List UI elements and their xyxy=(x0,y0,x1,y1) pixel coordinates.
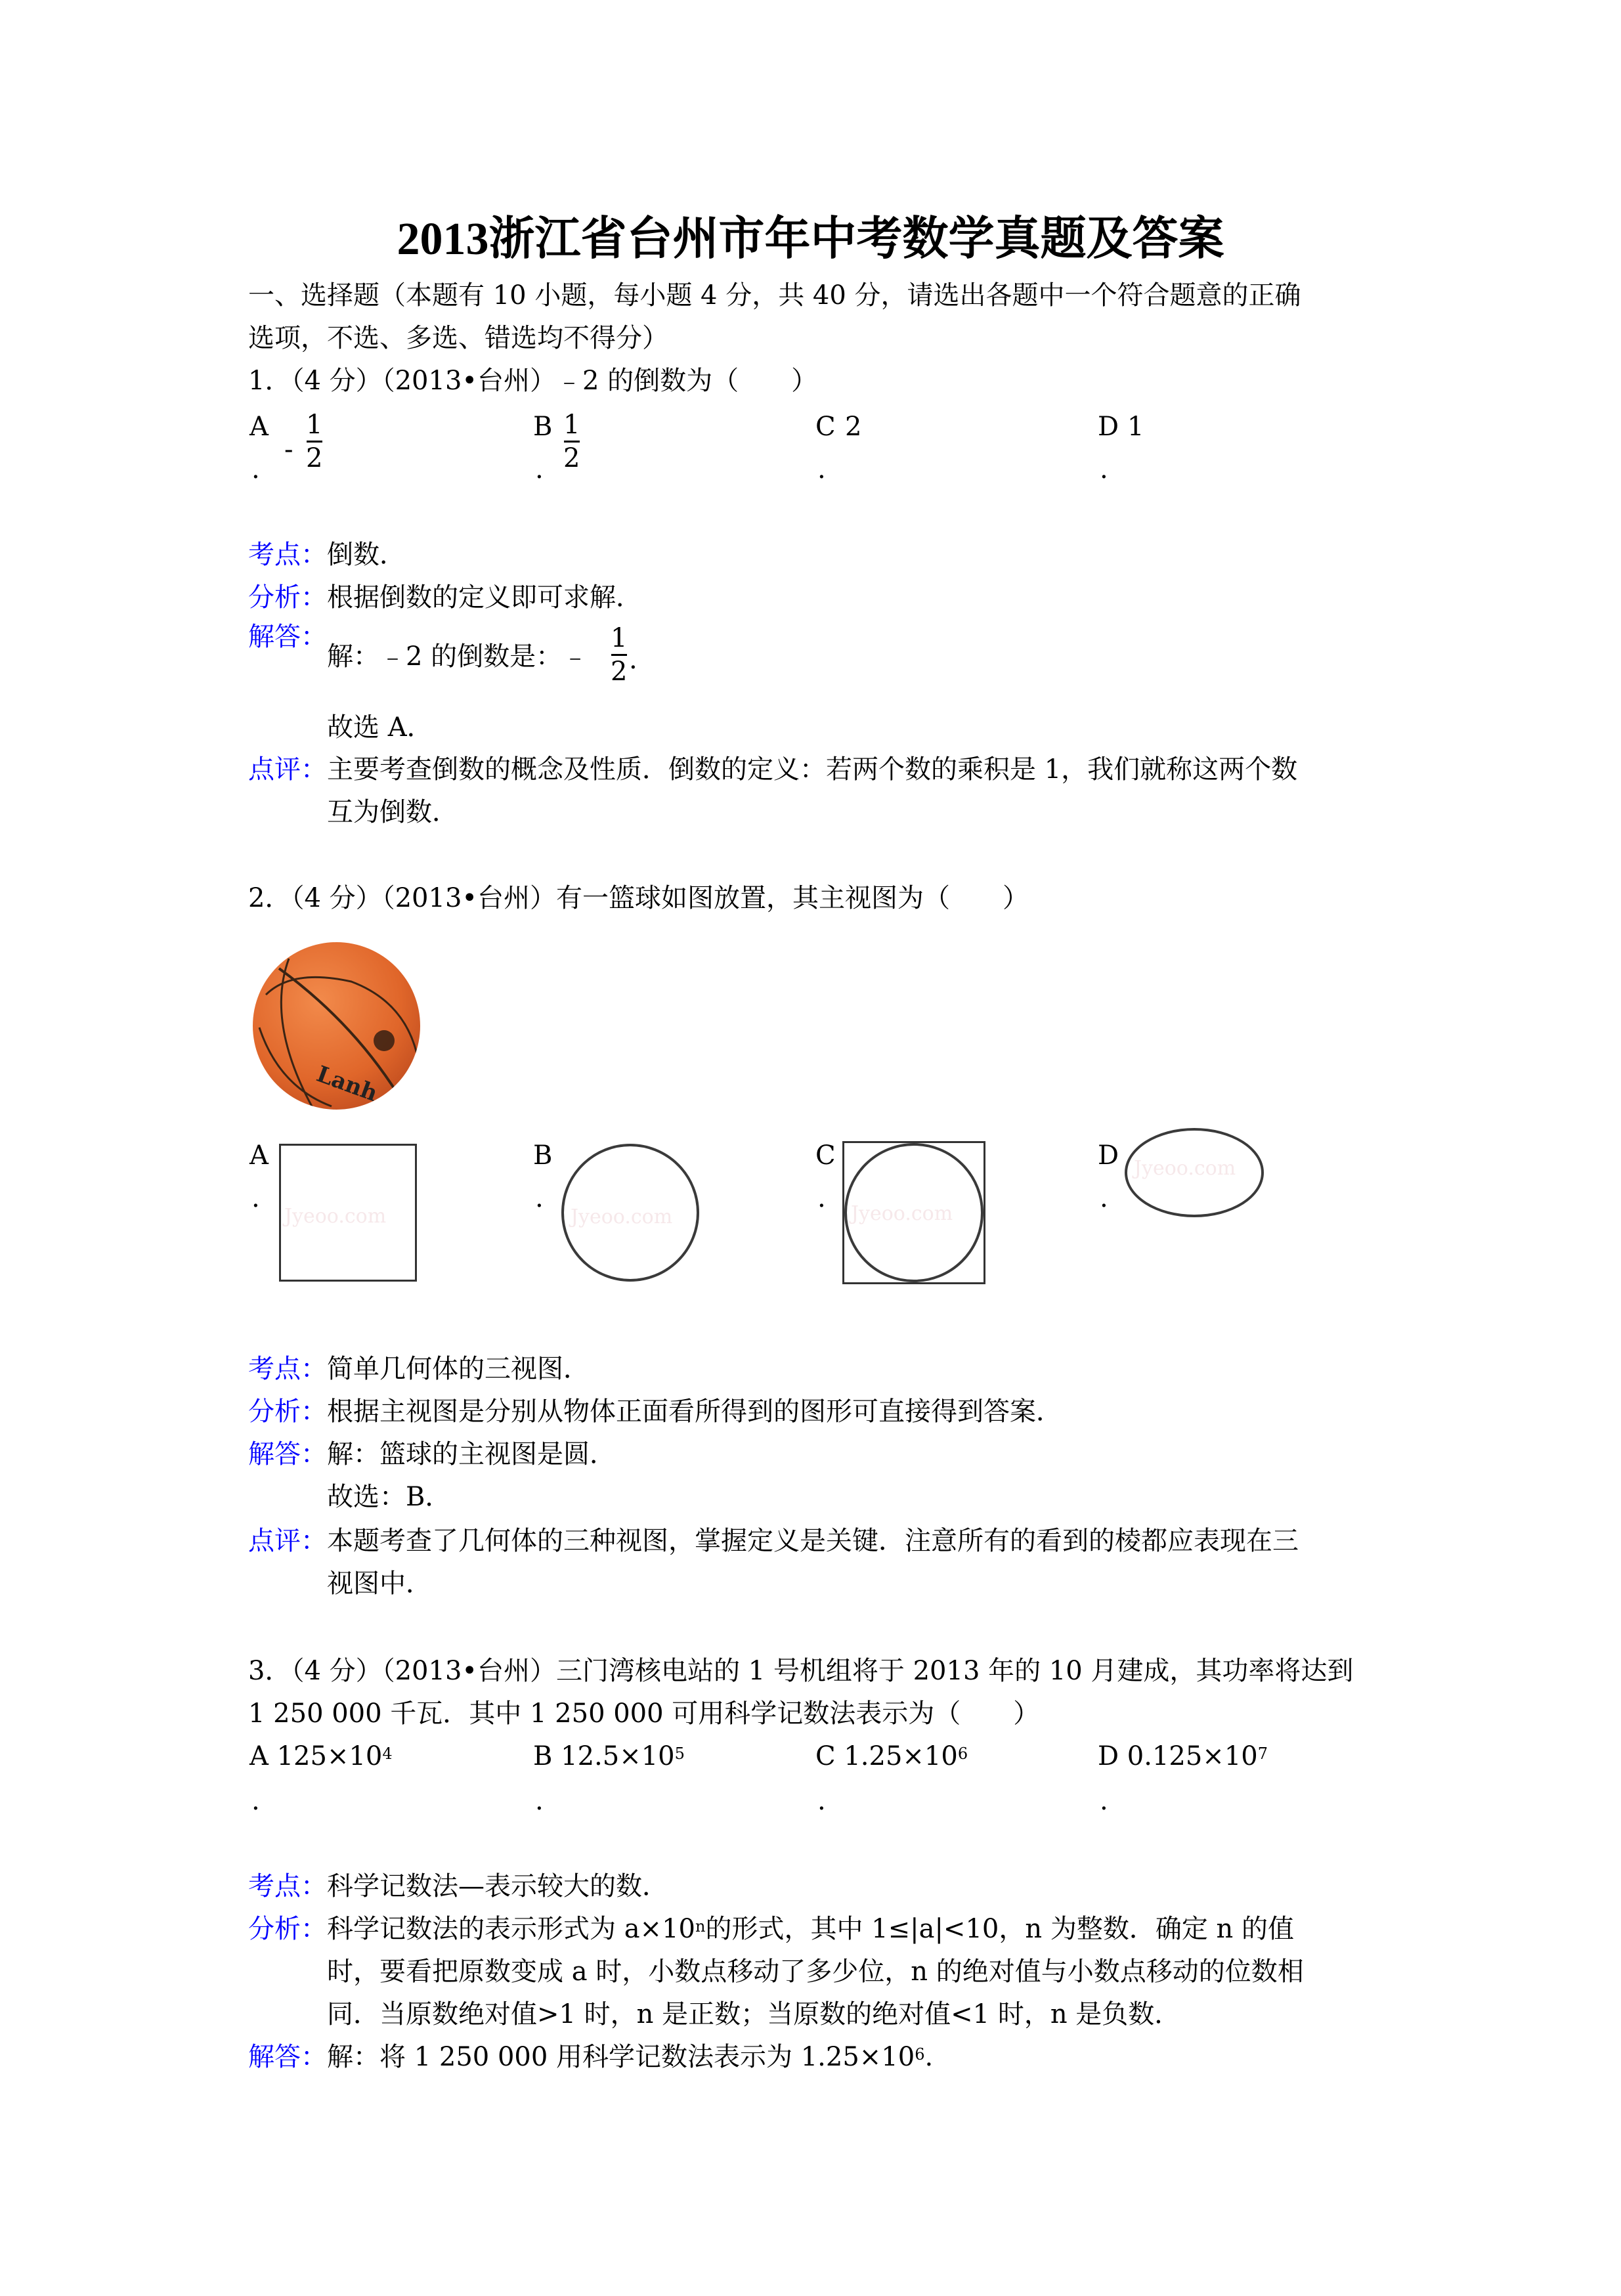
option-d-dot: . xyxy=(1100,1786,1108,1816)
option-a-fraction xyxy=(306,410,322,473)
q3-fenxi-line3: 同．当原数绝对值>1 时，n 是正数；当原数的绝对值<1 时，n 是负数． xyxy=(327,1999,1181,2029)
exponent: 6 xyxy=(915,2045,925,2064)
option-exponent: 7 xyxy=(1257,1744,1268,1763)
q1-dianping xyxy=(248,753,1297,786)
watermark: Jyeoo.com xyxy=(851,1202,953,1225)
q1-kaodian xyxy=(248,538,406,571)
option-d-value: 1 xyxy=(1127,412,1144,442)
option-c-letter: C xyxy=(815,1140,836,1171)
option-a-square-figure xyxy=(279,1144,417,1282)
basketball-lines xyxy=(253,942,420,1110)
q2-fenxi xyxy=(248,1395,1062,1428)
dianping-text: 本题考查了几何体的三种视图，掌握定义是关键．注意所有的看到的棱都应表现在三 xyxy=(327,1526,1299,1556)
jieda-text: 解：将 1 250 000 用科学记数法表示为 1.25×10 xyxy=(327,2042,915,2072)
option-value: 1.25×10 xyxy=(844,1741,958,1771)
option-b-fraction xyxy=(563,410,580,473)
option-a-dot: . xyxy=(251,1183,260,1213)
fenxi-text: 科学记数法的表示形式为 a×10 xyxy=(327,1914,695,1944)
q2-jieda xyxy=(248,1438,616,1471)
question-1-stem: 1．（4 分）（2013•台州）﹣2 的倒数为（ ） xyxy=(248,366,818,396)
q1-dianping-line2: 互为倒数． xyxy=(327,797,458,827)
q1-fenxi xyxy=(248,581,642,614)
section-header-line2: 选项，不选、多选、错选均不得分） xyxy=(248,323,668,353)
q2-kaodian xyxy=(248,1353,590,1385)
q3-fenxi-line2: 时，要看把原数变成 a 时，小数点移动了多少位，n 的绝对值与小数点移动的位数相 xyxy=(327,1957,1304,1987)
fraction-bar xyxy=(564,441,580,443)
option-value: 12.5×10 xyxy=(561,1741,675,1771)
fenxi-label: 分析： xyxy=(248,582,327,613)
option-d-letter: D xyxy=(1098,1140,1119,1171)
jieda-label: 解答： xyxy=(248,2042,327,2072)
option-a-sign: - xyxy=(284,435,293,465)
jieda-label: 解答： xyxy=(248,1439,327,1469)
option-a-dot: . xyxy=(251,1786,260,1816)
numerator: 1 xyxy=(563,410,580,440)
kaodian-label: 考点： xyxy=(248,1354,327,1384)
option-b-circle-figure xyxy=(561,1144,699,1282)
q1-jieda-period: . xyxy=(629,645,638,675)
watermark: Jyeoo.com xyxy=(1134,1157,1236,1180)
q2-jieda-line2: 故选：B． xyxy=(327,1482,452,1512)
option-c-value: 2 xyxy=(845,412,862,442)
option-d-ellipse-figure xyxy=(1125,1128,1264,1217)
q1-jieda-label: 解答： xyxy=(248,622,327,652)
option-c xyxy=(815,1740,968,1773)
kaodian-text: 科学记数法—表示较大的数． xyxy=(327,1871,668,1901)
basketball-image xyxy=(253,942,420,1110)
page-title: 2013浙江省台州市年中考数学真题及答案 xyxy=(397,214,1224,265)
option-exponent: 6 xyxy=(957,1744,968,1763)
q3-jieda xyxy=(248,2041,933,2073)
jieda-text: 解：篮球的主视图是圆． xyxy=(327,1439,616,1469)
option-b-dot: . xyxy=(535,454,544,485)
fenxi-text-cont: 的形式，其中 1≤|a|<10，n 为整数．确定 n 的值 xyxy=(705,1914,1295,1944)
denominator: 2 xyxy=(563,443,580,473)
q1-jieda-fraction xyxy=(611,624,627,686)
exponent: n xyxy=(695,1917,706,1936)
option-b-letter: B xyxy=(533,1140,553,1171)
option-a xyxy=(249,1740,393,1773)
denominator: 2 xyxy=(611,657,628,687)
option-b xyxy=(533,1740,685,1773)
dianping-text: 主要考查倒数的概念及性质．倒数的定义：若两个数的乘积是 1，我们就称这两个数 xyxy=(327,754,1298,785)
q2-dianping xyxy=(248,1525,1299,1557)
question-2-stem: 2．（4 分）（2013•台州）有一篮球如图放置，其主视图为（ ） xyxy=(248,883,1029,913)
fraction-bar xyxy=(307,441,322,443)
fenxi-text: 根据倒数的定义即可求解． xyxy=(327,582,642,613)
question-3-stem-line1: 3．（4 分）（2013•台州）三门湾核电站的 1 号机组将于 2013 年的 10 月建成，其功率将达到 xyxy=(248,1656,1354,1686)
option-a-letter: A xyxy=(249,1140,269,1171)
option-letter: D xyxy=(1098,1741,1119,1771)
kaodian-text: 简单几何体的三视图． xyxy=(327,1354,590,1384)
option-a-dot: . xyxy=(251,454,260,485)
q1-jieda-line1: 解：﹣2 的倒数是：﹣ xyxy=(327,641,589,672)
watermark: Jyeoo.com xyxy=(571,1205,673,1228)
kaodian-label: 考点： xyxy=(248,540,327,570)
option-letter: B xyxy=(533,1741,553,1771)
q1-jieda-line2: 故选 A． xyxy=(327,712,433,743)
option-letter: C xyxy=(815,1741,836,1771)
option-value: 125×10 xyxy=(276,1741,383,1771)
option-letter: A xyxy=(249,1741,269,1771)
option-b-dot: . xyxy=(535,1183,544,1213)
option-exponent: 5 xyxy=(674,1744,685,1763)
option-b-dot: . xyxy=(535,1786,544,1816)
fenxi-label: 分析： xyxy=(248,1914,327,1944)
dianping-label: 点评： xyxy=(248,754,327,785)
q2-dianping-line2: 视图中． xyxy=(327,1569,432,1599)
kaodian-text: 倒数． xyxy=(327,540,406,570)
svg-text:Lanh: Lanh xyxy=(313,1060,381,1108)
option-d-dot: . xyxy=(1100,1183,1108,1213)
option-c-dot: . xyxy=(817,1183,826,1213)
option-d-letter: D xyxy=(1098,412,1119,442)
watermark: Jyeoo.com xyxy=(284,1205,387,1228)
fenxi-label: 分析： xyxy=(248,1397,327,1427)
numerator: 1 xyxy=(306,410,323,440)
option-b-letter: B xyxy=(533,412,553,442)
numerator: 1 xyxy=(611,623,628,653)
option-c-dot: . xyxy=(817,1786,826,1816)
option-d xyxy=(1098,1740,1268,1773)
question-3-stem-line2: 1 250 000 千瓦．其中 1 250 000 可用科学记数法表示为（ ） xyxy=(248,1699,1040,1729)
q3-kaodian xyxy=(248,1870,668,1903)
option-c-dot: . xyxy=(817,454,826,485)
option-a-letter: A xyxy=(249,412,269,442)
dianping-label: 点评： xyxy=(248,1526,327,1556)
option-exponent: 4 xyxy=(382,1744,393,1763)
q3-fenxi xyxy=(248,1913,1294,1945)
fraction-bar xyxy=(611,654,627,656)
option-d-dot: . xyxy=(1100,454,1108,485)
option-value: 0.125×10 xyxy=(1127,1741,1258,1771)
option-c-letter: C xyxy=(815,412,836,442)
jieda-period: . xyxy=(924,2042,934,2072)
option-c-square-figure xyxy=(842,1141,985,1284)
fenxi-text: 根据主视图是分别从物体正面看所得到的图形可直接得到答案． xyxy=(327,1397,1062,1427)
section-header-line1: 一、选择题（本题有 10 小题，每小题 4 分，共 40 分，请选出各题中一个符合题意的正确 xyxy=(248,280,1301,311)
denominator: 2 xyxy=(306,443,323,473)
kaodian-label: 考点： xyxy=(248,1871,327,1901)
